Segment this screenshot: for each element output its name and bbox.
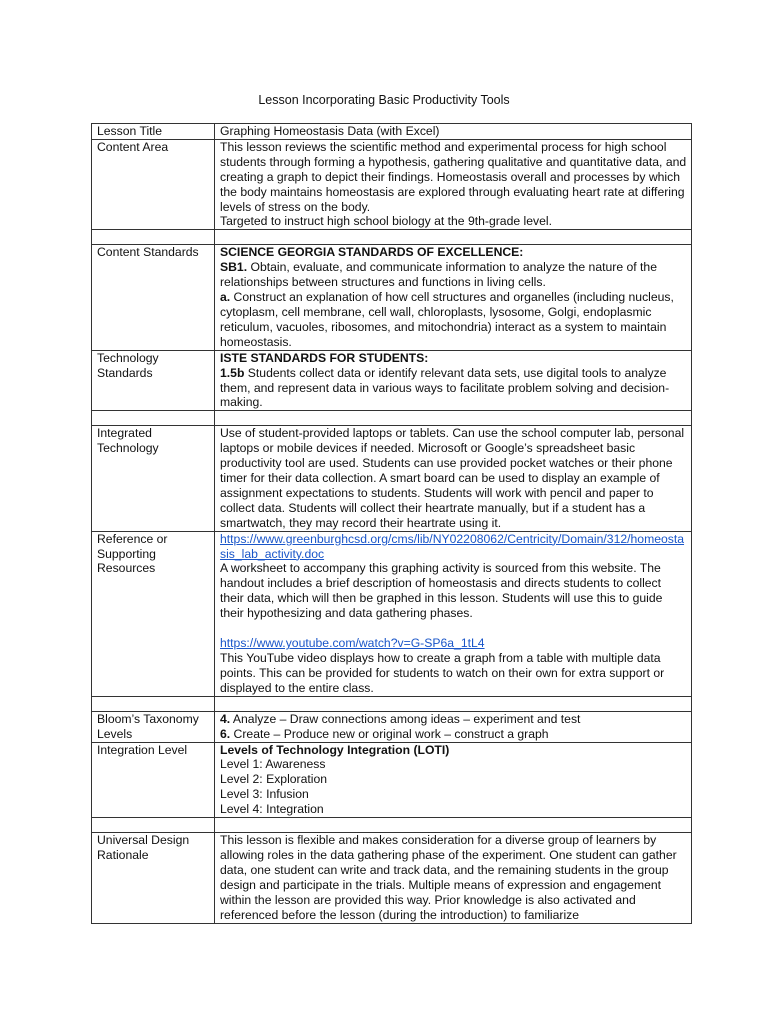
- value-lesson-title: Graphing Homeostasis Data (with Excel): [215, 124, 692, 140]
- youtube-link[interactable]: https://www.youtube.com/watch?v=G-SP6a_1tL4: [220, 636, 485, 651]
- spacer-row: [92, 818, 692, 833]
- standard-a-code: a.: [220, 290, 231, 305]
- row-content-area: [92, 139, 692, 229]
- label-technology-standards: Technology Standards: [92, 350, 215, 411]
- value-blooms: [215, 711, 692, 742]
- standard-sb1-text: Obtain, evaluate, and communicate information to analyze the nature of the relationships between structures and functions in living cells.: [220, 260, 657, 290]
- label-udl: Universal Design Rationale: [92, 833, 215, 923]
- label-lesson-title: Lesson Title: [92, 124, 215, 140]
- label-integration-level: Integration Level: [92, 742, 215, 818]
- standard-1-5b-code: 1.5b: [220, 365, 245, 380]
- value-content-standards: [215, 245, 692, 350]
- value-integrated-technology: Use of student-provided laptops or tablets. Can use the school computer lab, personal laptops or mobile devices if needed. Microsoft or Google’s spreadsheet basic productivity tool are used. Students can use provided pocket watches or their phone timer for their data collection. A smart board can be used to display an example of assignment expectations to students. Students will work with pencil and paper to collect data. Students will collect their heartrate manually, but if a student has a smartwatch, they may record their heartrate using it.: [215, 426, 692, 531]
- value-resources: [215, 531, 692, 696]
- content-standards-heading: SCIENCE GEORGIA STANDARDS OF EXCELLENCE:: [220, 245, 524, 260]
- label-content-standards: Content Standards: [92, 245, 215, 350]
- row-technology-standards: [92, 350, 692, 411]
- standard-1-5b: [220, 366, 688, 411]
- worksheet-description: A worksheet to accompany this graphing activity is sourced from this website. The handout includes a brief description of homeostasis and directs students to collect their data, which will then be graphed in this lesson. Students will use this to guide their hypothesizing and data gathering phases.: [220, 561, 663, 621]
- blooms-level-analyze: [220, 712, 688, 727]
- value-integration-level: [215, 742, 692, 818]
- loti-level: Level 2: Exploration: [220, 772, 328, 787]
- blooms-level-create-text: Create – Produce new or original work – construct a graph: [230, 726, 549, 741]
- spacer-row: [92, 230, 692, 245]
- label-integrated-technology: Integrated Technology: [92, 426, 215, 531]
- row-blooms: [92, 711, 692, 742]
- blooms-level-analyze-text: Analyze – Draw connections among ideas – experiment and test: [230, 711, 581, 726]
- row-integration-level: [92, 742, 692, 818]
- technology-standards-heading: ISTE STANDARDS FOR STUDENTS:: [220, 350, 429, 365]
- row-content-standards: [92, 245, 692, 350]
- spacer-row: [92, 696, 692, 711]
- youtube-description: This YouTube video displays how to create a graph from a table with multiple data points. This can be provided for students to watch on their own for extra support or displayed to the entire class.: [220, 651, 665, 695]
- content-area-target: Targeted to instruct high school biology at the 9th-grade level.: [220, 214, 552, 229]
- label-blooms: Bloom’s Taxonomy Levels: [92, 711, 215, 742]
- row-udl: [92, 833, 692, 923]
- standard-a-text: Construct an explanation of how cell structures and organelles (including nucleus, cytoplasm, cell membrane, cell wall, chloroplasts, lysosome, Golgi, endoplasmic reticulum, vacuoles, ribosomes, and mitochondria) interact as a system to maintain homeostasis.: [220, 290, 674, 349]
- document-title: Lesson Incorporating Basic Productivity Tools: [258, 93, 510, 107]
- value-technology-standards: [215, 350, 692, 411]
- standard-a: [220, 290, 688, 350]
- standard-1-5b-text: Students collect data or identify relevant data sets, use digital tools to analyze them, and represent data in various ways to facilitate problem solving and decision-making.: [220, 365, 670, 410]
- content-area-description: This lesson reviews the scientific method and experimental process for high school students through forming a hypothesis, gathering qualitative and quantitative data, and creating a graph to depict their findings. Homeostasis overall and processes by which the body maintains homeostasis are explored through evaluating heart rate at differing levels of stress on the body.: [220, 139, 687, 214]
- value-content-area: [215, 139, 692, 229]
- standard-sb1-code: SB1.: [220, 260, 248, 275]
- row-resources: [92, 531, 692, 696]
- loti-heading: Levels of Technology Integration (LOTI): [220, 742, 450, 757]
- worksheet-link[interactable]: https://www.greenburghcsd.org/cms/lib/NY02208062/Centricity/Domain/312/homeostasis_lab_activity.doc: [220, 531, 685, 561]
- blooms-level-create-num: 6.: [220, 726, 231, 741]
- label-content-area: Content Area: [92, 139, 215, 229]
- spacer-row: [92, 411, 692, 426]
- blooms-level-analyze-num: 4.: [220, 711, 231, 726]
- lesson-plan-table: [91, 123, 692, 924]
- row-lesson-title: [92, 124, 692, 140]
- loti-level: Level 3: Infusion: [220, 787, 309, 802]
- loti-level: Level 1: Awareness: [220, 757, 326, 772]
- standard-sb1: [220, 260, 688, 290]
- blooms-level-create: [220, 727, 688, 742]
- loti-level: Level 4: Integration: [220, 802, 324, 817]
- label-resources: Reference or Supporting Resources: [92, 531, 215, 696]
- row-integrated-technology: [92, 426, 692, 531]
- value-udl: This lesson is flexible and makes consideration for a diverse group of learners by allowing roles in the data gathering phase of the experiment. One student can gather data, one student can write and track data, and the remaining students in the group design and participate in the trials. Multiple means of expression and engagement within the lesson are provided this way. Prior knowledge is also activated and referenced before the lesson (during the introduction) to familiarize: [215, 833, 692, 923]
